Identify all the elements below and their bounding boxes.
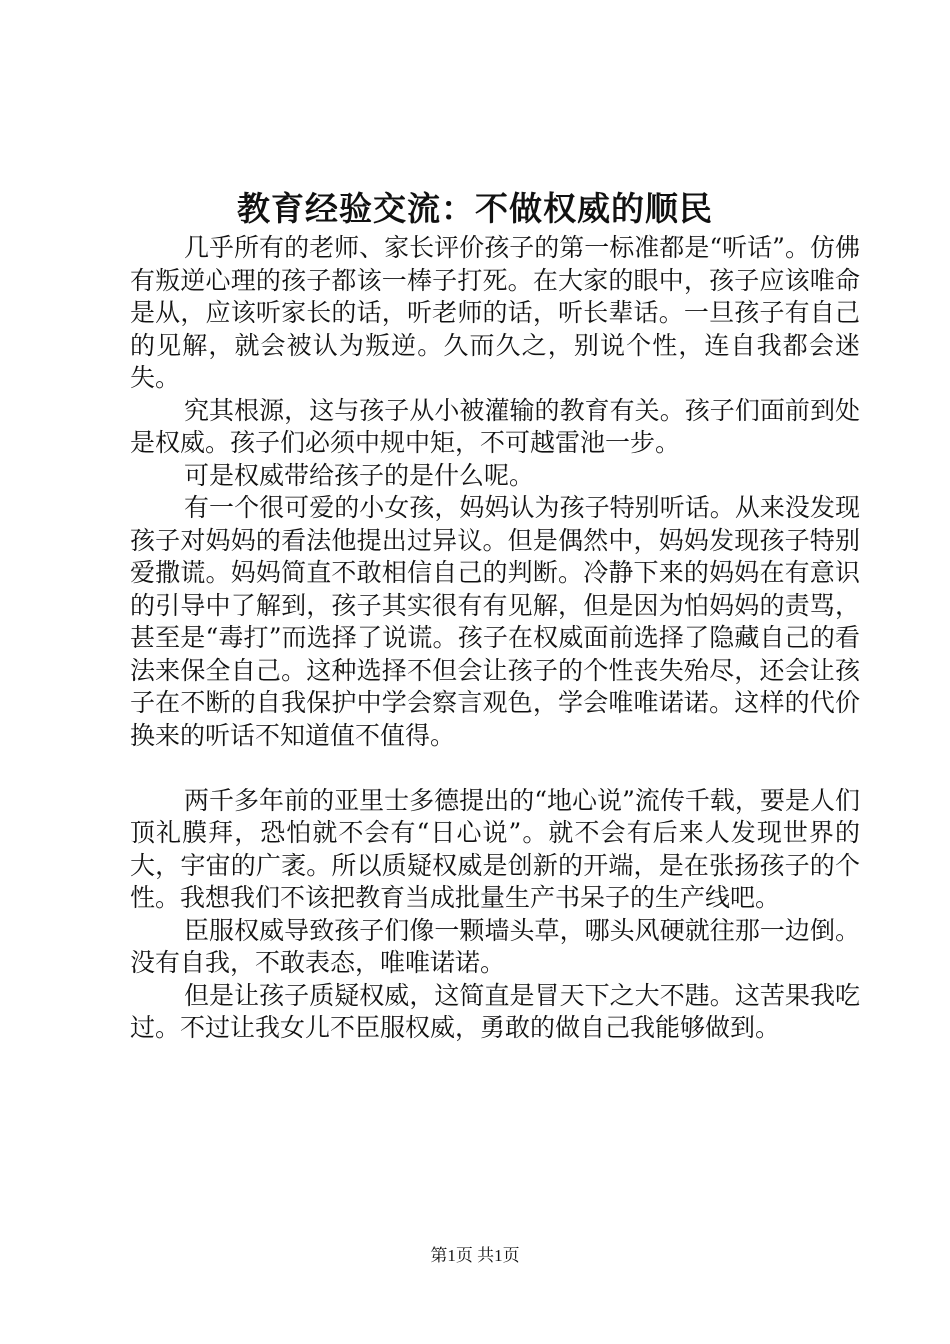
paragraph-4: 有一个很可爱的小女孩，妈妈认为孩子特别听话。从来没发现孩子对妈妈的看法他提出过异议。但是偶然中，妈妈发现孩子特别爱撒谎。妈妈简直不敢相信自己的判断。冷静下来的妈妈在有意识的引导中了解到，孩子其实很有有见解，但是因为怕妈妈的责骂，甚至是“毒打”而选择了说谎。孩子在权威面前选择了隐藏自己的看法来保全自己。这种选择不但会让孩子的个性丧失殆尽，还会让孩子在不断的自我保护中学会察言观色，学会唯唯诺诺。这样的代价换来的听话不知道值不值得。 bbox=[130, 493, 860, 750]
paragraph-7: 但是让孩子质疑权威，这简直是冒天下之大不韪。这苦果我吃过。不过让我女儿不臣服权威，勇敢的做自己我能够做到。 bbox=[130, 980, 860, 1042]
document-body bbox=[130, 232, 860, 1045]
paragraph-spacer bbox=[130, 752, 860, 785]
document-title: 教育经验交流：不做权威的顺民 bbox=[237, 189, 713, 228]
paragraph-2: 究其根源，这与孩子从小被灌输的教育有关。孩子们面前到处是权威。孩子们必须中规中矩，不可越雷池一步。 bbox=[130, 395, 860, 457]
paragraph-1: 几乎所有的老师、家长评价孩子的第一标准都是“听话”。仿佛有叛逆心理的孩子都该一棒子打死。在大家的眼中，孩子应该唯命是从，应该听家长的话，听老师的话，听长辈话。一旦孩子有自己的见解，就会被认为叛逆。久而久之，别说个性，连自我都会迷失。 bbox=[130, 233, 860, 392]
paragraph-3: 可是权威带给孩子的是什么呢。 bbox=[184, 460, 535, 490]
page-footer: 第1页 共1页 bbox=[430, 1246, 520, 1265]
paragraph-6: 臣服权威导致孩子们像一颗墙头草，哪头风硬就往那一边倒。没有自我，不敢表态，唯唯诺诺。 bbox=[130, 915, 860, 977]
paragraph-5: 两千多年前的亚里士多德提出的“地心说”流传千载，要是人们顶礼膜拜，恐怕就不会有“日心说”。就不会有后来人发现世界的大，宇宙的广袤。所以质疑权威是创新的开端，是在张扬孩子的个性。我想我们不该把教育当成批量生产书呆子的生产线吧。 bbox=[130, 785, 860, 912]
